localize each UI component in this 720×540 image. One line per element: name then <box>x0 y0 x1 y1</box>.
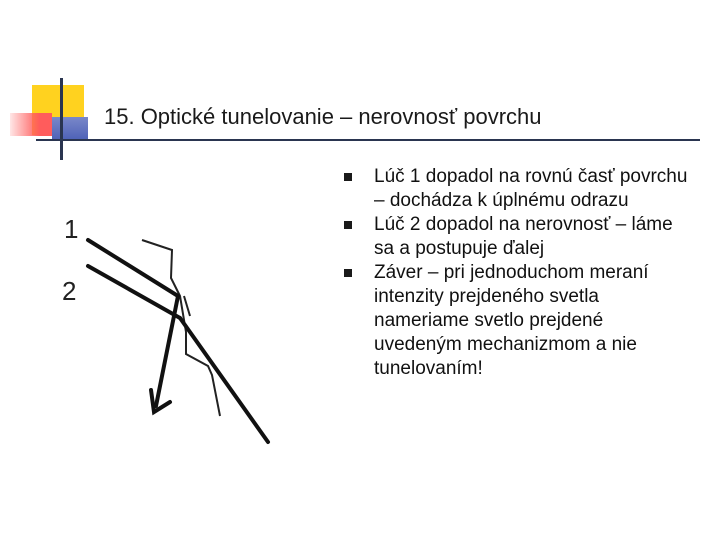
bullet-square-icon <box>344 269 352 277</box>
title-underline <box>36 139 700 141</box>
bullet-square-icon <box>344 173 352 181</box>
bullet-text: Lúč 1 dopadol na rovnú časť povrchu – dochádza k úplnému odrazu <box>374 166 688 211</box>
bullet-item <box>374 261 694 381</box>
bullet-square-icon <box>344 221 352 229</box>
bullet-text: Záver – pri jednoduchom meraní intenzity prejdeného svetla nameriame svetlo prejdené uvedeným mechanizmom a nie tunelovaním! <box>374 262 649 379</box>
title-decoration-vertical-line <box>60 78 63 160</box>
ray-1-label: 1 <box>64 214 79 244</box>
bullet-list <box>374 165 694 381</box>
ray-2-label: 2 <box>62 276 77 306</box>
ray-diagram <box>50 200 290 460</box>
bullet-text: Lúč 2 dopadol na nerovnosť – láme sa a postupuje ďalej <box>374 214 673 259</box>
bullet-item <box>374 213 694 261</box>
title-decoration-red-bar <box>10 113 52 136</box>
title-decoration-blue-square <box>52 117 88 139</box>
slide-title: 15. Optické tunelovanie – nerovnosť povrchu <box>104 104 542 129</box>
ray-1 <box>88 240 178 412</box>
bullet-item <box>374 165 694 213</box>
surface-outline <box>142 240 220 416</box>
